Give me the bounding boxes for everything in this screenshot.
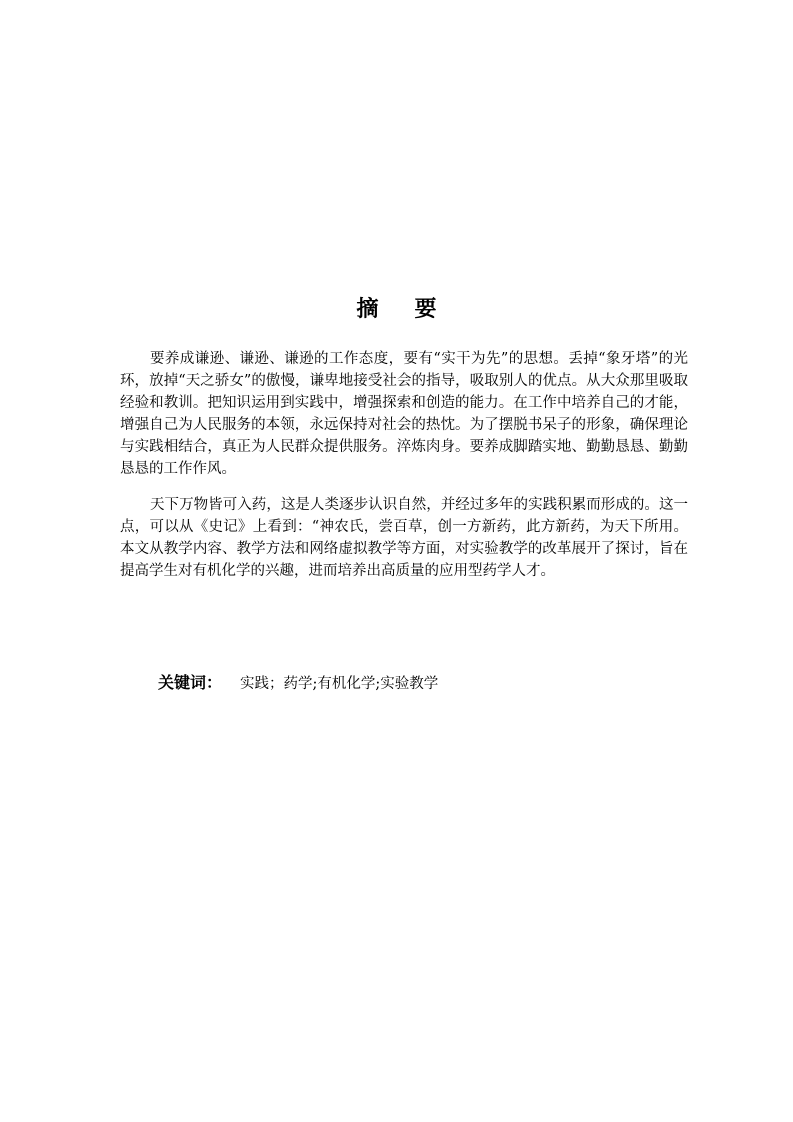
abstract-paragraph-1: 要养成谦逊、谦逊、谦逊的工作态度，要有“实干为先”的思想。丢掉“象牙塔”的光环，放掉“天之骄女”的傲慢，谦卑地接受社会的指导，吸取别人的优点。从大众那里吸取经验和教训。把知识运用到实践中，增强探索和创造的能力。在工作中培养自己的才能，增强自己为人民服务的本领，永远保持对社会的热忱。为了摆脱书呆子的形象，确保理论与实践相结合，真正为人民群众提供服务。淬炼肉身。要养成脚踏实地、勤勤恳恳、勤勤恳恳的工作作风。 <box>120 351 688 477</box>
keywords-label: 关键词： <box>158 673 223 692</box>
abstract-paragraph-2: 天下万物皆可入药，这是人类逐步认识自然，并经过多年的实践积累而形成的。这一点，可以从《史记》上看到：“神农氏，尝百草，创一方新药，此方新药，为天下所用。本文从教学内容、教学方法和网络虚拟教学等方面，对实验教学的改革展开了探讨，旨在提高学生对有机化学的兴趣，进而培养出高质量的应用型药学人才。 <box>120 497 688 579</box>
abstract-title: 摘要 <box>356 297 473 322</box>
keywords-value: 实践；药学;有机化学;实验教学 <box>240 676 439 692</box>
keywords-line <box>158 671 438 696</box>
